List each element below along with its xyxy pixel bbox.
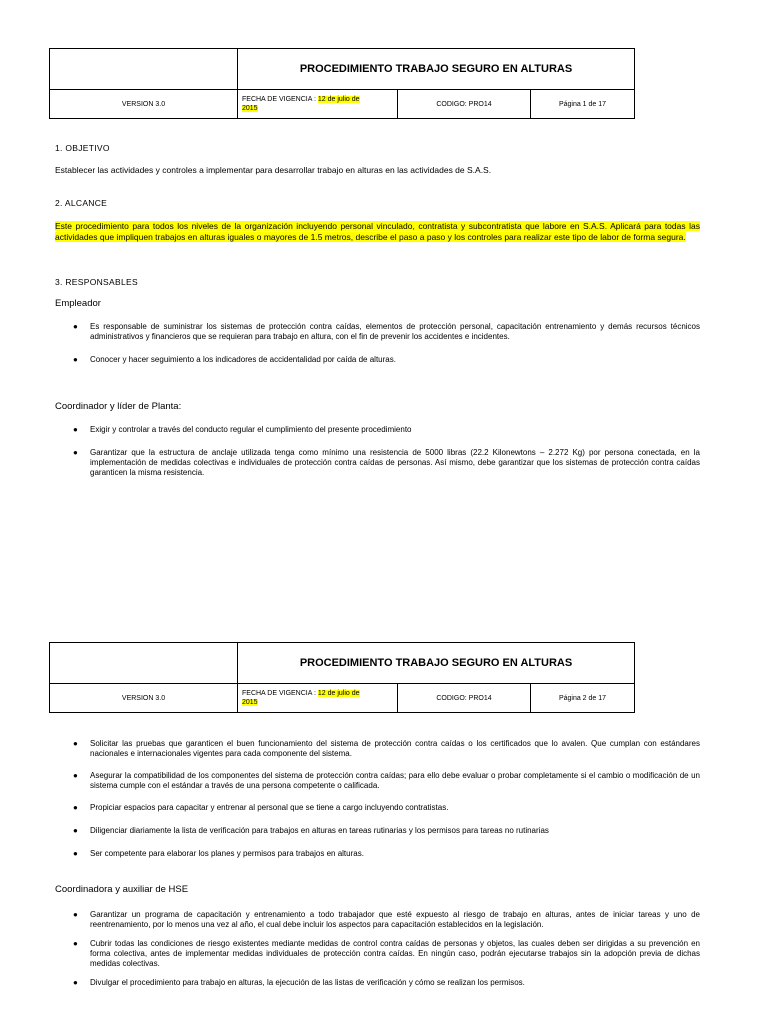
empleador-heading: Empleador bbox=[55, 298, 101, 309]
list-item: ● Cubrir todas las condiciones de riesgo existentes mediante medidas de control contra caídas de personas y objetos, las cuales deben ser dirigidas a su prevención en forma colectiva, antes de implementar medidas individuales de protección contra caídas. En ningún caso, podrán ejecutarse trabajos sin la adopción previa de dichas medidas colectivas. bbox=[73, 939, 700, 968]
list-item: ● Propiciar espacios para capacitar y entrenar al personal que se tiene a cargo incluyendo contratistas. bbox=[73, 803, 449, 812]
coordinadora-hse-heading: Coordinadora y auxiliar de HSE bbox=[55, 884, 189, 895]
bullet-icon: ● bbox=[73, 978, 78, 987]
list-item: ● Garantizar un programa de capacitación y entrenamiento a todo trabajador que esté expuesto al riesgo de trabajo en alturas, antes de iniciar tareas y uno de reentrenamiento, por lo menos una vez al año, el cual debe incluir los aspectos para capacitación establecidos en la legislación. bbox=[73, 910, 700, 929]
list-item: ● Conocer y hacer seguimiento a los indicadores de accidentalidad por caída de alturas. bbox=[73, 355, 396, 364]
fecha-year: 2015 bbox=[242, 105, 258, 112]
document-title: PROCEDIMIENTO TRABAJO SEGURO EN ALTURAS bbox=[238, 49, 635, 90]
bullet-icon: ● bbox=[73, 322, 78, 331]
bullet-icon: ● bbox=[73, 355, 78, 364]
header-table-page-2 bbox=[49, 642, 635, 713]
fecha-label: FECHA DE VIGENCIA : bbox=[242, 690, 318, 697]
list-item: ● Solicitar las pruebas que garanticen el buen funcionamiento del sistema de protección contra caídas o los certificados que lo avalen. Que cumplan con estándares nacionales e internacionales vigentes para cada componente del sistema. bbox=[73, 739, 700, 758]
alcance-highlighted-text: Este procedimiento para todos los niveles de la organización incluyendo personal vinculado, contratista y subcontratista que labore en S.A.S. Aplicará para todas las actividades que impliquen trabajos en alturas iguales o mayores de 1.5 metros, describe el paso a paso y los controles para realizar este tipo de labor de forma segura. bbox=[55, 221, 700, 242]
bullet-icon: ● bbox=[73, 849, 78, 858]
bullet-icon: ● bbox=[73, 448, 78, 457]
bullet-icon: ● bbox=[73, 826, 78, 835]
header-table-page-1 bbox=[49, 48, 635, 119]
bullet-icon: ● bbox=[73, 739, 78, 748]
bullet-icon: ● bbox=[73, 939, 78, 948]
document-title: PROCEDIMIENTO TRABAJO SEGURO EN ALTURAS bbox=[238, 643, 635, 684]
fecha-value: 12 de julio de bbox=[317, 690, 360, 697]
fecha-label: FECHA DE VIGENCIA : bbox=[242, 96, 318, 103]
section-alcance-text bbox=[55, 221, 700, 243]
fecha-cell bbox=[238, 684, 398, 713]
section-objetivo-title: 1. OBJETIVO bbox=[55, 143, 110, 153]
bullet-icon: ● bbox=[73, 771, 78, 780]
hse-list bbox=[55, 910, 700, 988]
page-number-cell: Página 1 de 17 bbox=[531, 90, 635, 119]
codigo-cell: CODIGO: PRO14 bbox=[398, 90, 531, 119]
version-cell: VERSION 3.0 bbox=[50, 684, 238, 713]
list-item: ● Ser competente para elaborar los planes y permisos para trabajos en alturas. bbox=[73, 849, 364, 858]
logo-cell bbox=[50, 643, 238, 684]
page-number-cell: Página 2 de 17 bbox=[531, 684, 635, 713]
list-item: ● Asegurar la compatibilidad de los componentes del sistema de protección contra caídas; para ello debe evaluar o probar completamente si el cambio o modificación de un sistema cumple con el estándar a través de una persona competente o calificada. bbox=[73, 771, 700, 790]
empleador-list bbox=[55, 322, 700, 365]
list-item: ● Divulgar el procedimiento para trabajo en alturas, la ejecución de las listas de verificación y cómo se realizan los permisos. bbox=[73, 978, 525, 987]
fecha-year: 2015 bbox=[242, 699, 258, 706]
bullet-icon: ● bbox=[73, 425, 78, 434]
coordinador-heading: Coordinador y líder de Planta: bbox=[55, 401, 182, 412]
fecha-value: 12 de julio de bbox=[317, 96, 360, 103]
version-cell: VERSION 3.0 bbox=[50, 90, 238, 119]
list-item: ● Garantizar que la estructura de anclaje utilizada tenga como mínimo una resistencia de 5000 libras (22.2 Kilonewtons – 2.272 Kg) por persona conectada, en la implementación de medidas colectivas e individuales de protección contra caídas de personas. Así mismo, debe garantizar que los sistemas de protección contra caídas garanticen la misma resistencia. bbox=[73, 448, 700, 477]
section-objetivo-text: Establecer las actividades y controles a implementar para desarrollar trabajo en alturas en las actividades de S.A.S. bbox=[55, 165, 492, 175]
fecha-cell bbox=[238, 90, 398, 119]
list-item: ● Exigir y controlar a través del conducto regular el cumplimiento del presente procedimiento bbox=[73, 425, 412, 434]
bullet-icon: ● bbox=[73, 803, 78, 812]
logo-cell bbox=[50, 49, 238, 90]
list-item: ● Es responsable de suministrar los sistemas de protección contra caídas, elementos de protección personal, capacitación entrenamiento y demás recursos técnicos administrativos y financieros que se requieran para trabajo en altura, con el fin de prevenir los accidentes e incidentes. bbox=[73, 322, 700, 341]
section-alcance-title: 2. ALCANCE bbox=[55, 198, 108, 208]
coordinador-list bbox=[55, 425, 700, 478]
codigo-cell: CODIGO: PRO14 bbox=[398, 684, 531, 713]
page2-responsibilities-list bbox=[55, 739, 700, 859]
list-item: ● Diligenciar diariamente la lista de verificación para trabajos en alturas en tareas rutinarias y los permisos para tareas no rutinarias bbox=[73, 826, 549, 835]
section-responsables-title: 3. RESPONSABLES bbox=[55, 277, 138, 287]
bullet-icon: ● bbox=[73, 910, 78, 919]
